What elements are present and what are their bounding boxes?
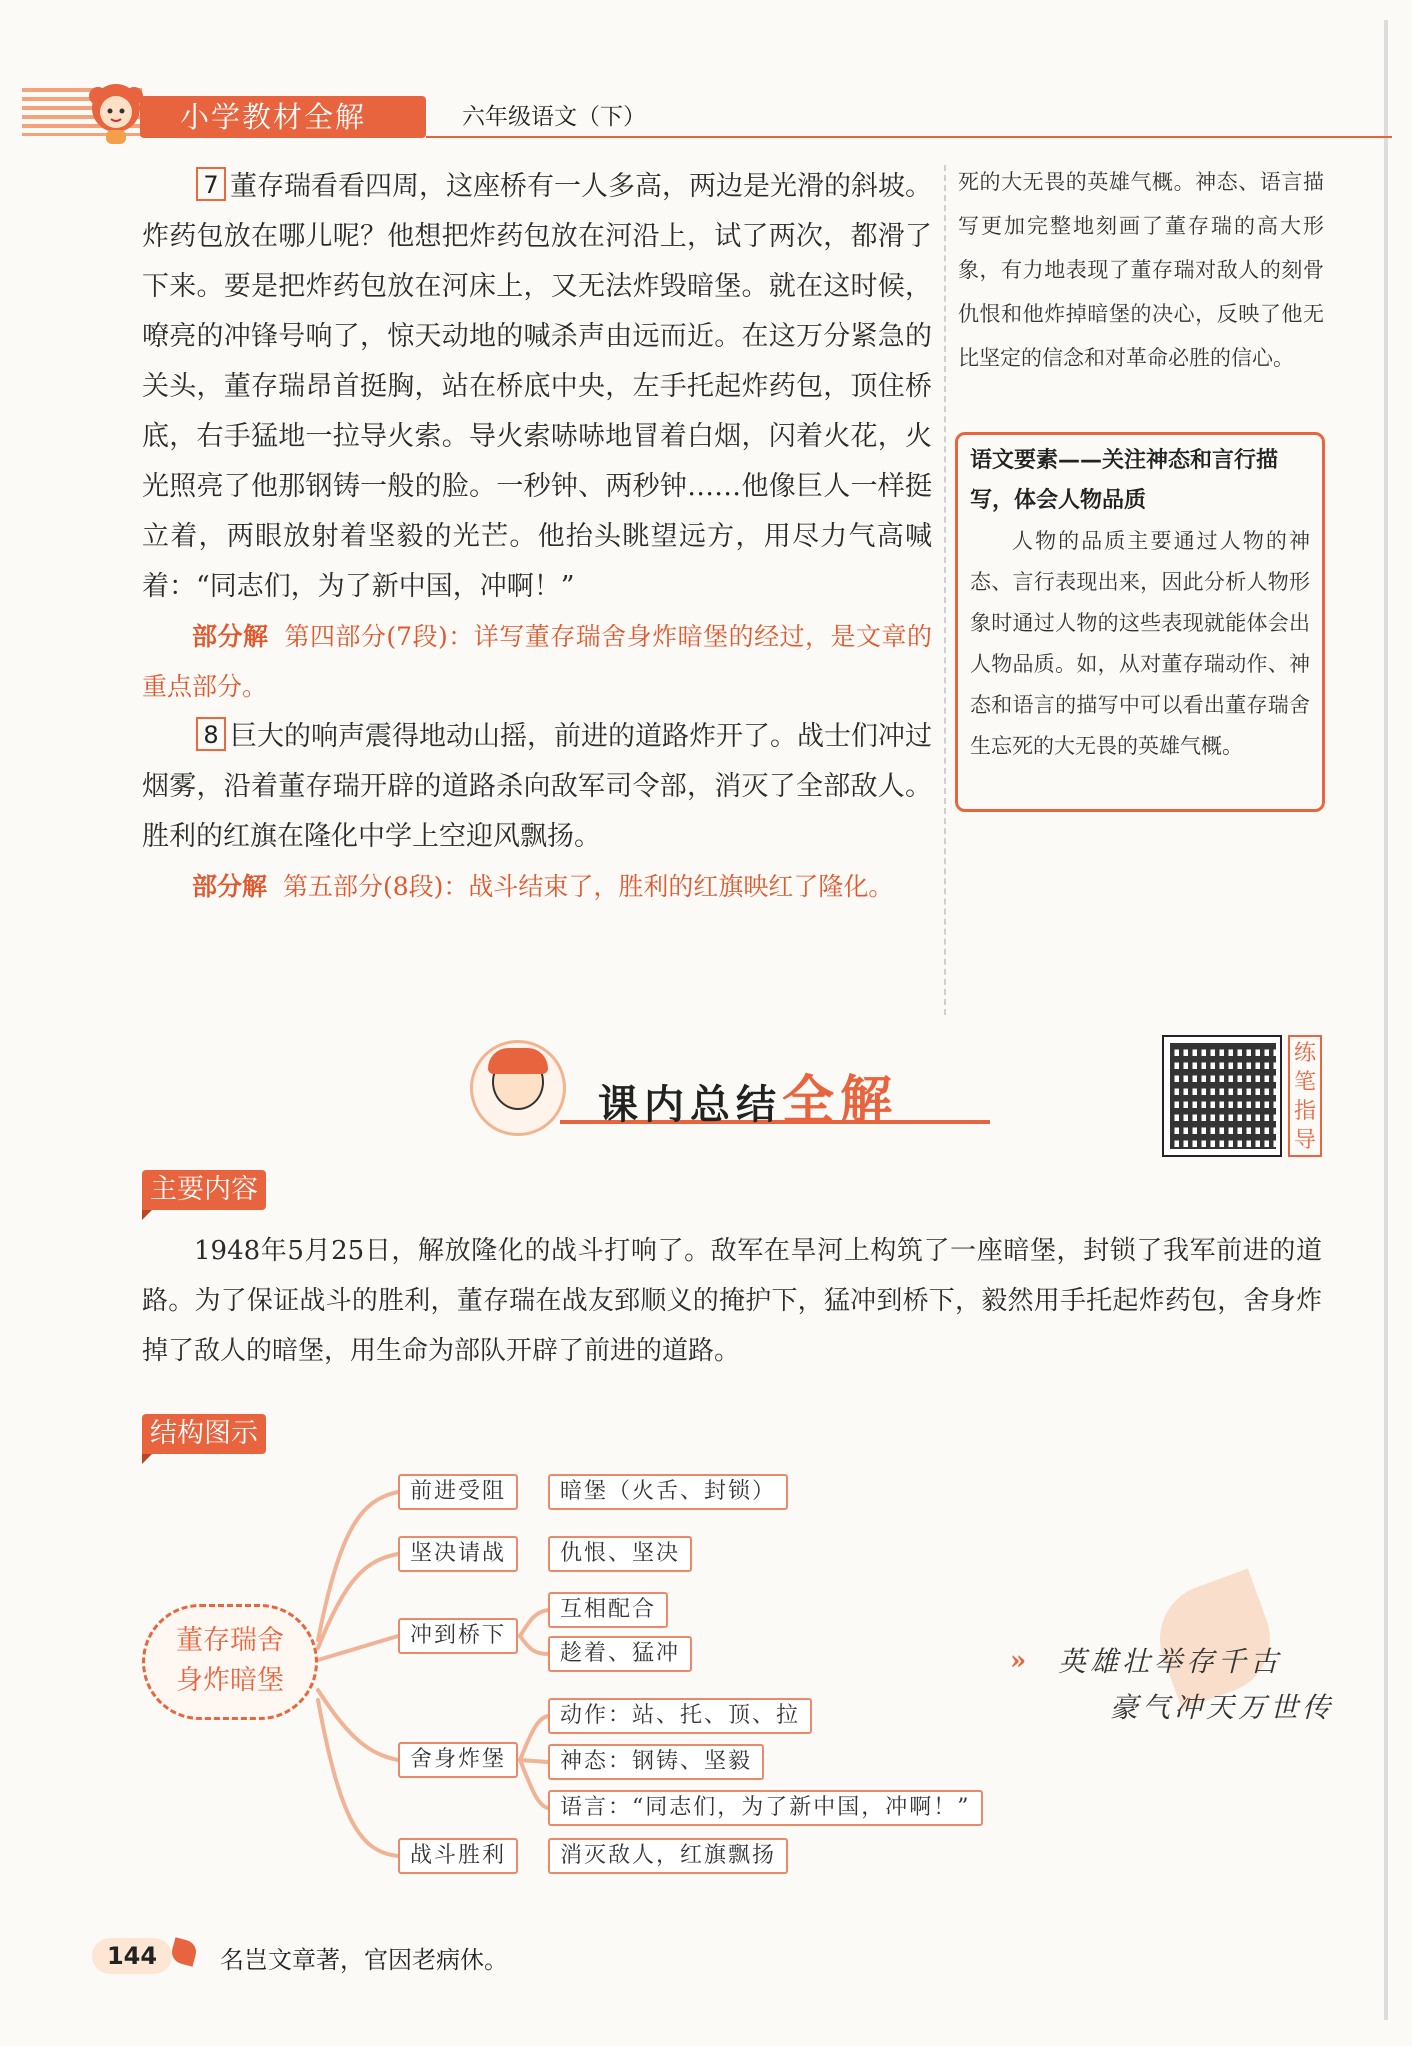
branch-node: 前进受阻: [398, 1474, 518, 1510]
summary-title: [598, 1058, 898, 1133]
paragraph-text: 巨大的响声震得地动山摇，前进的道路炸开了。战士们冲过烟雾，沿着董存瑞开辟的道路杀向敌军司令部，消灭了全部敌人。胜利的红旗在隆化中学上空迎风飘扬。: [142, 721, 932, 852]
paragraph-7: [142, 162, 932, 612]
note-label: 部分解: [192, 622, 269, 651]
main-content-tag: 主要内容: [142, 1170, 266, 1210]
leaf-node: 暗堡（火舌、封锁）: [548, 1474, 788, 1510]
box-body: 人物的品质主要通过人物的神态、言行表现出来，因此分析人物形象时通过人物的这些表现就能体会出人物品质。如，从对董存瑞动作、神态和语言的描写中可以看出董存瑞舍生忘死的大无畏的英雄气概。: [970, 529, 1310, 758]
note-text: 第五部分(8段)：战斗结束了，胜利的红旗映红了隆化。: [283, 872, 894, 901]
root-line: 身炸暗堡: [176, 1665, 284, 1696]
mindmap-root: [142, 1604, 318, 1720]
summary-title-b: 全解: [782, 1071, 899, 1131]
summary-title-a: 课内总结: [598, 1082, 782, 1128]
header-grade: 六年级语文（下）: [462, 104, 646, 130]
qr-label-char: 指: [1293, 1099, 1316, 1124]
qr-label: [1288, 1035, 1322, 1157]
paragraph-text: 董存瑞看看四周，这座桥有一人多高，两边是光滑的斜坡。炸药包放在哪儿呢？他想把炸药包放在河沿上，试了两次，都滑了下来。要是把炸药包放在河床上，又无法炸毁暗堡。就在这时候，嘹亮的冲锋号响了，惊天动地的喊杀声由远而近。在这万分紧急的关头，董存瑞昂首挺胸，站在桥底中央，左手托起炸药包，顶住桥底，右手猛地一拉导火索。导火索哧哧地冒着白烟，闪着火花，火光照亮了他那钢铸一般的脸。一秒钟、两秒钟……他像巨人一样挺立着，两眼放射着坚毅的光芒。他抬头眺望远方，用尽力气高喊着：“同志们，为了新中国，冲啊！”: [142, 171, 932, 602]
leaf-icon: [169, 1937, 198, 1966]
page-header: [22, 80, 1392, 150]
header-banner: 小学教材全解: [140, 96, 426, 138]
root-line: 董存瑞舍: [176, 1625, 284, 1656]
branch-node: 战斗胜利: [398, 1838, 518, 1874]
qr-label-char: 练: [1293, 1041, 1316, 1066]
double-chevron-icon: »: [1010, 1646, 1027, 1676]
motto: [1010, 1620, 1340, 1730]
paragraph-8: [142, 712, 932, 862]
branch-node: 冲到桥下: [398, 1618, 518, 1654]
branch-node: 坚决请战: [398, 1536, 518, 1572]
summary-heading: [470, 1040, 990, 1130]
boy-hair-icon: [488, 1048, 548, 1074]
leaf-node: 语言：“同志们，为了新中国，冲啊！”: [548, 1790, 983, 1826]
branch-node: 舍身炸堡: [398, 1742, 518, 1778]
leaf-node: 动作：站、托、顶、拉: [548, 1698, 812, 1734]
qr-pattern: [1170, 1043, 1276, 1149]
header-rule: [426, 136, 1392, 138]
footer-quote: 名岂文章著，官因老病休。: [220, 1946, 508, 1974]
box-title: 语文要素——关注神态和言行描写，体会人物品质: [970, 448, 1279, 513]
main-content-text: 1948年5月25日，解放隆化的战斗打响了。敌军在旱河上构筑了一座暗堡，封锁了我军前进的道路。为了保证战斗的胜利，董存瑞在战友郅顺义的掩护下，猛冲到桥下，毅然用手托起炸药包，舍身炸掉了敌人的暗堡，用生命为部队开辟了前进的道路。: [142, 1236, 1322, 1366]
side-annotation: 死的大无畏的英雄气概。神态、语言描写更加完整地刻画了董存瑞的高大形象，有力地表现了董存瑞对敌人的刻骨仇恨和他炸掉暗堡的决心，反映了他无比坚定的信念和对革命必胜的信心。: [958, 170, 1324, 370]
leaf-node: 消灭敌人，红旗飘扬: [548, 1838, 788, 1874]
structure-tag: 结构图示: [142, 1414, 266, 1454]
leaf-node: 互相配合: [548, 1592, 668, 1628]
note-text: 第四部分(7段)：详写董存瑞舍身炸暗堡的经过，是文章的重点部分。: [142, 622, 932, 701]
qr-label-char: 导: [1293, 1128, 1316, 1153]
mascot-icon: [84, 80, 148, 146]
leaf-node: 趁着、猛冲: [548, 1636, 692, 1672]
motto-line-2: 豪气冲天万世传: [1110, 1691, 1335, 1724]
note-label: 部分解: [192, 872, 268, 901]
column-divider: [944, 165, 946, 1015]
paragraph-number: 8: [196, 717, 226, 751]
paragraph-number: 7: [196, 167, 226, 201]
qr-code[interactable]: [1162, 1035, 1282, 1157]
page-number: 144: [92, 1938, 172, 1974]
motto-line-1: 英雄壮举存千古: [1058, 1645, 1283, 1678]
qr-label-char: 笔: [1293, 1070, 1316, 1095]
part-note-5: [142, 862, 932, 912]
main-text: [142, 162, 932, 912]
part-note-4: [142, 612, 932, 712]
page-edge: [1384, 20, 1388, 2020]
leaf-node: 神态：钢铸、坚毅: [548, 1744, 764, 1780]
language-element-box: [955, 432, 1325, 812]
leaf-node: 仇恨、坚决: [548, 1536, 692, 1572]
